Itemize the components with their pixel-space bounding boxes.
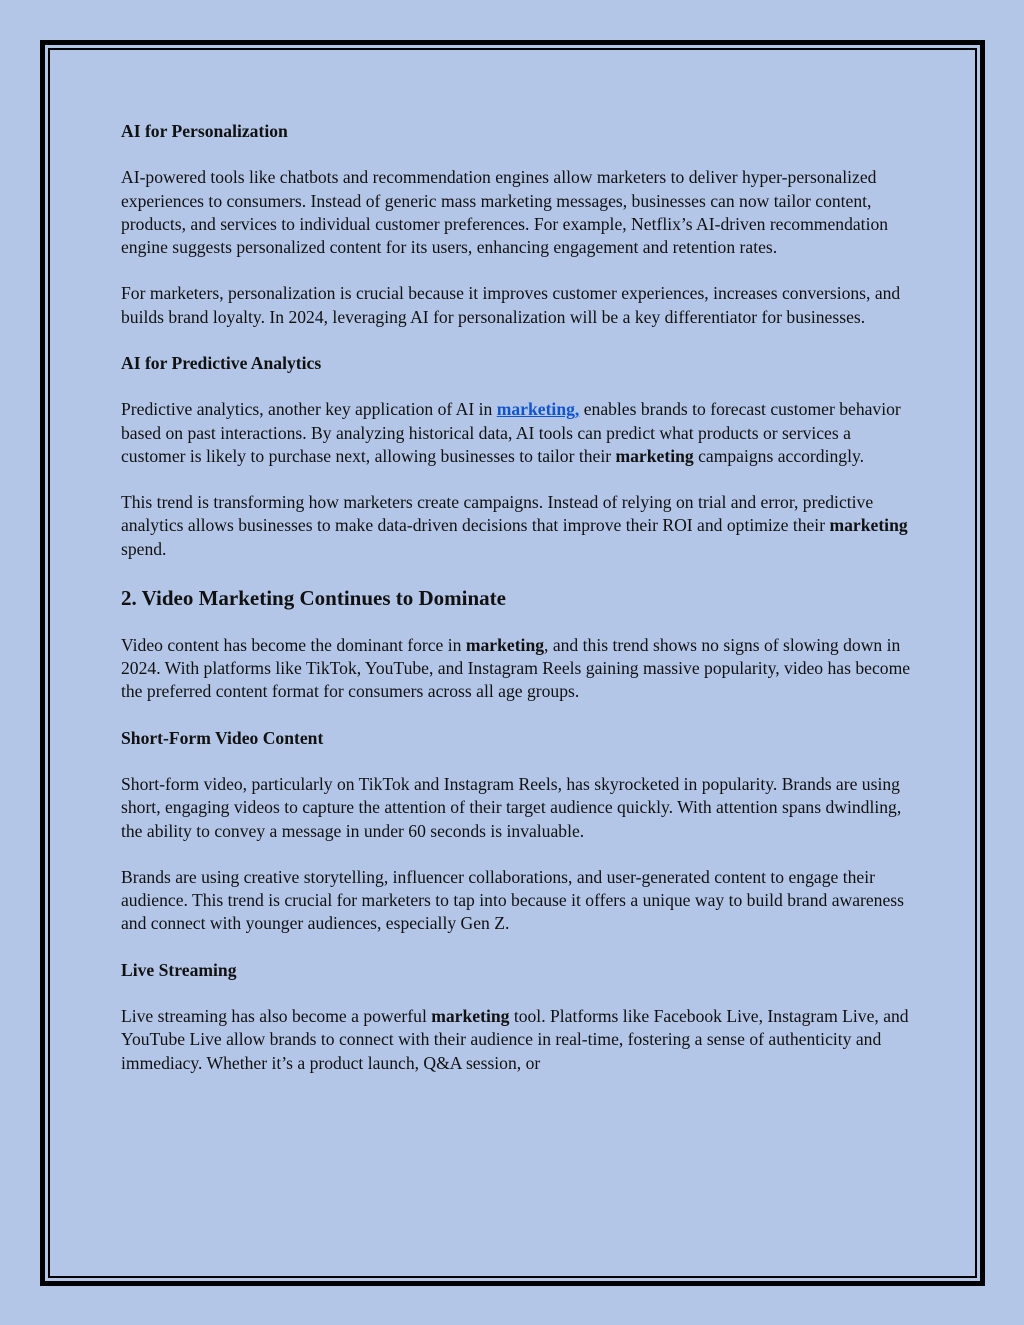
- text-span: tool. Platforms like Facebook Live, Instagram Live, and YouTube Live allow brands to connect with their audience in real-time, fostering a sense of authenticity and immediacy. Whether it’s a product launch, Q&A session, or: [121, 1006, 909, 1073]
- text-span: campaigns accordingly.: [693, 445, 865, 466]
- paragraph: Brands are using creative storytelling, influencer collaborations, and user-generated content to engage their audience. This trend is crucial for marketers to tap into because it offers a unique way to build brand awareness and connect with younger audiences, especially Gen Z.: [121, 866, 904, 934]
- paragraph: Short-form video, particularly on TikTok and Instagram Reels, has skyrocketed in popularity. Brands are using short, engaging videos to capture the attention of their target audience quickly. With attention spans dwindling, the ability to convey a message in under 60 seconds is invaluable.: [121, 774, 902, 841]
- text-span: , and this trend shows no signs of slowing down in 2024. With platforms like TikTok, YouTube, and Instagram Reels gaining massive popularity, video has become the preferred content format for consumers across all age groups.: [121, 634, 911, 702]
- bold-keyword: marketing: [465, 634, 545, 655]
- text-span: Live streaming has also become a powerful: [121, 1006, 432, 1027]
- text-span: This trend is transforming how marketers create campaigns. Instead of relying on trial and error, predictive analytics allows businesses to make data-driven decisions that improve their ROI and optimize their: [121, 492, 874, 536]
- paragraph: [121, 491, 911, 561]
- bold-keyword: marketing: [431, 1006, 510, 1027]
- text-span: Video content has become the dominant force in: [121, 634, 466, 655]
- text-span: enables brands to forecast customer behavior based on past interactions. By analyzing historical data, AI tools can predict what products or services a customer is likely to purchase next, allowing businesses to tailor their: [121, 399, 901, 466]
- heading-live-streaming: Live Streaming: [121, 959, 237, 980]
- paragraph: AI-powered tools like chatbots and recommendation engines allow marketers to deliver hyper-personalized experiences to consumers. Instead of generic mass marketing messages, businesses can now tailor content, products, and services to individual customer preferences. For example, Netflix’s AI-driven recommendation engine suggests personalized content for its users, enhancing engagement and retention rates.: [121, 167, 889, 257]
- bold-keyword: marketing: [829, 515, 908, 536]
- heading-ai-personalization: AI for Personalization: [121, 121, 288, 141]
- bold-keyword: marketing: [615, 445, 694, 466]
- heading-ai-predictive-analytics: AI for Predictive Analytics: [121, 352, 322, 373]
- marketing-link[interactable]: marketing,: [496, 399, 580, 420]
- text-span: spend.: [121, 538, 167, 559]
- paragraph: For marketers, personalization is crucial because it improves customer experiences, increases conversions, and builds brand loyalty. In 2024, leveraging AI for personalization will be a key differentiator for businesses.: [121, 283, 901, 327]
- heading-video-marketing: 2. Video Marketing Continues to Dominate: [121, 585, 506, 610]
- heading-short-form-video: Short-Form Video Content: [121, 727, 324, 748]
- paragraph: [121, 398, 911, 468]
- text-span: Predictive analytics, another key application of AI in: [121, 399, 497, 420]
- paragraph: [121, 634, 911, 704]
- paragraph: [121, 1005, 911, 1075]
- document-body: [121, 120, 911, 1098]
